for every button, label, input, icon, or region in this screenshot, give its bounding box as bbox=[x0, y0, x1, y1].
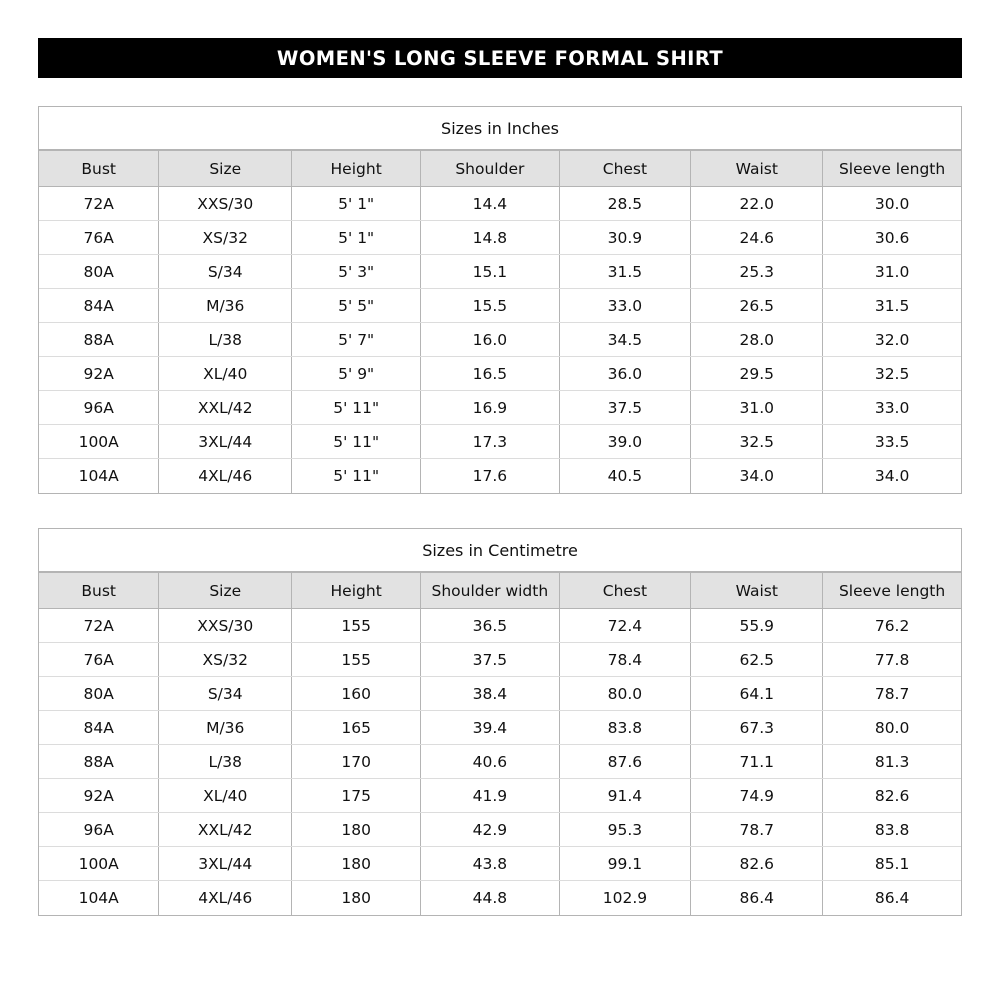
cell-waist: 67.3 bbox=[691, 711, 823, 745]
cell-chest: 37.5 bbox=[559, 391, 691, 425]
table-row bbox=[39, 881, 961, 915]
cell-size: XXS/30 bbox=[159, 609, 292, 643]
cell-bust: 80A bbox=[39, 677, 159, 711]
cell-chest: 72.4 bbox=[559, 609, 691, 643]
cell-shoulder: 16.0 bbox=[421, 323, 559, 357]
cell-chest: 83.8 bbox=[559, 711, 691, 745]
cell-sleeve-length: 32.0 bbox=[823, 323, 961, 357]
cell-shoulder-width: 44.8 bbox=[421, 881, 559, 915]
cell-chest: 87.6 bbox=[559, 745, 691, 779]
cell-waist: 32.5 bbox=[691, 425, 823, 459]
page-title: WOMEN'S LONG SLEEVE FORMAL SHIRT bbox=[276, 46, 724, 70]
cell-size: M/36 bbox=[159, 711, 292, 745]
cell-size: M/36 bbox=[159, 289, 292, 323]
cell-height: 5' 3" bbox=[292, 255, 421, 289]
table-row bbox=[39, 779, 961, 813]
column-header-chest: Chest bbox=[559, 573, 691, 609]
table-row bbox=[39, 745, 961, 779]
table-row bbox=[39, 323, 961, 357]
cell-height: 5' 11" bbox=[292, 425, 421, 459]
cell-bust: 72A bbox=[39, 609, 159, 643]
cell-height: 155 bbox=[292, 643, 421, 677]
table-row bbox=[39, 609, 961, 643]
inches-size-table bbox=[39, 107, 961, 493]
cell-size: S/34 bbox=[159, 677, 292, 711]
cell-sleeve-length: 82.6 bbox=[823, 779, 961, 813]
cell-size: 4XL/46 bbox=[159, 881, 292, 915]
cell-chest: 78.4 bbox=[559, 643, 691, 677]
cell-shoulder: 16.5 bbox=[421, 357, 559, 391]
cell-waist: 71.1 bbox=[691, 745, 823, 779]
cell-bust: 76A bbox=[39, 643, 159, 677]
cell-chest: 91.4 bbox=[559, 779, 691, 813]
centimetre-table-body bbox=[39, 609, 961, 915]
cell-bust: 84A bbox=[39, 289, 159, 323]
cell-shoulder: 15.1 bbox=[421, 255, 559, 289]
cell-sleeve-length: 34.0 bbox=[823, 459, 961, 493]
cell-waist: 82.6 bbox=[691, 847, 823, 881]
cell-waist: 24.6 bbox=[691, 221, 823, 255]
cell-shoulder: 17.3 bbox=[421, 425, 559, 459]
cell-sleeve-length: 32.5 bbox=[823, 357, 961, 391]
centimetre-table-caption: Sizes in Centimetre bbox=[39, 529, 961, 572]
centimetre-size-table bbox=[39, 529, 961, 915]
table-row bbox=[39, 677, 961, 711]
cell-shoulder-width: 38.4 bbox=[421, 677, 559, 711]
column-header-shoulder-width: Shoulder width bbox=[421, 573, 559, 609]
cell-chest: 39.0 bbox=[559, 425, 691, 459]
cell-bust: 96A bbox=[39, 391, 159, 425]
cell-bust: 100A bbox=[39, 425, 159, 459]
column-header-bust: Bust bbox=[39, 573, 159, 609]
cell-size: XXL/42 bbox=[159, 391, 292, 425]
cell-shoulder-width: 41.9 bbox=[421, 779, 559, 813]
cell-height: 180 bbox=[292, 881, 421, 915]
cell-shoulder: 14.4 bbox=[421, 187, 559, 221]
table-row bbox=[39, 289, 961, 323]
cell-size: L/38 bbox=[159, 323, 292, 357]
cell-shoulder: 15.5 bbox=[421, 289, 559, 323]
table-row bbox=[39, 813, 961, 847]
inches-table-body bbox=[39, 187, 961, 493]
cell-sleeve-length: 31.5 bbox=[823, 289, 961, 323]
column-header-sleeve-length: Sleeve length bbox=[823, 573, 961, 609]
column-header-shoulder: Shoulder bbox=[421, 151, 559, 187]
cell-height: 5' 7" bbox=[292, 323, 421, 357]
cell-waist: 55.9 bbox=[691, 609, 823, 643]
cell-chest: 80.0 bbox=[559, 677, 691, 711]
cell-sleeve-length: 31.0 bbox=[823, 255, 961, 289]
cell-height: 170 bbox=[292, 745, 421, 779]
cell-waist: 34.0 bbox=[691, 459, 823, 493]
cell-chest: 99.1 bbox=[559, 847, 691, 881]
cell-shoulder: 14.8 bbox=[421, 221, 559, 255]
inches-table-head bbox=[39, 151, 961, 187]
cell-size: 3XL/44 bbox=[159, 425, 292, 459]
cell-waist: 62.5 bbox=[691, 643, 823, 677]
cell-bust: 92A bbox=[39, 779, 159, 813]
table-row bbox=[39, 357, 961, 391]
cell-height: 5' 1" bbox=[292, 221, 421, 255]
cell-chest: 36.0 bbox=[559, 357, 691, 391]
cell-size: 4XL/46 bbox=[159, 459, 292, 493]
cell-chest: 34.5 bbox=[559, 323, 691, 357]
table-row bbox=[39, 459, 961, 493]
table-row bbox=[39, 391, 961, 425]
centimetre-table-head bbox=[39, 573, 961, 609]
cell-waist: 28.0 bbox=[691, 323, 823, 357]
cell-sleeve-length: 85.1 bbox=[823, 847, 961, 881]
table-row bbox=[39, 221, 961, 255]
column-header-bust: Bust bbox=[39, 151, 159, 187]
cell-bust: 76A bbox=[39, 221, 159, 255]
cell-shoulder-width: 42.9 bbox=[421, 813, 559, 847]
cell-size: L/38 bbox=[159, 745, 292, 779]
cell-sleeve-length: 33.0 bbox=[823, 391, 961, 425]
cell-shoulder-width: 37.5 bbox=[421, 643, 559, 677]
cell-sleeve-length: 80.0 bbox=[823, 711, 961, 745]
column-header-chest: Chest bbox=[559, 151, 691, 187]
cell-chest: 33.0 bbox=[559, 289, 691, 323]
cell-shoulder-width: 36.5 bbox=[421, 609, 559, 643]
cell-shoulder-width: 43.8 bbox=[421, 847, 559, 881]
cell-shoulder-width: 39.4 bbox=[421, 711, 559, 745]
cell-sleeve-length: 78.7 bbox=[823, 677, 961, 711]
cell-height: 155 bbox=[292, 609, 421, 643]
cell-size: XL/40 bbox=[159, 357, 292, 391]
cell-height: 180 bbox=[292, 847, 421, 881]
cell-sleeve-length: 30.0 bbox=[823, 187, 961, 221]
table-header-row bbox=[39, 573, 961, 609]
cell-bust: 88A bbox=[39, 323, 159, 357]
cell-chest: 95.3 bbox=[559, 813, 691, 847]
cell-bust: 72A bbox=[39, 187, 159, 221]
cell-chest: 31.5 bbox=[559, 255, 691, 289]
cell-size: 3XL/44 bbox=[159, 847, 292, 881]
inches-table-caption: Sizes in Inches bbox=[39, 107, 961, 150]
table-header-row bbox=[39, 151, 961, 187]
cell-sleeve-length: 83.8 bbox=[823, 813, 961, 847]
cell-bust: 92A bbox=[39, 357, 159, 391]
cell-bust: 88A bbox=[39, 745, 159, 779]
cell-height: 180 bbox=[292, 813, 421, 847]
table-row bbox=[39, 847, 961, 881]
cell-waist: 78.7 bbox=[691, 813, 823, 847]
cell-height: 165 bbox=[292, 711, 421, 745]
cell-sleeve-length: 77.8 bbox=[823, 643, 961, 677]
cell-bust: 80A bbox=[39, 255, 159, 289]
column-header-waist: Waist bbox=[691, 573, 823, 609]
cell-shoulder-width: 40.6 bbox=[421, 745, 559, 779]
cell-bust: 100A bbox=[39, 847, 159, 881]
cell-sleeve-length: 33.5 bbox=[823, 425, 961, 459]
cell-bust: 96A bbox=[39, 813, 159, 847]
cell-height: 5' 11" bbox=[292, 459, 421, 493]
column-header-height: Height bbox=[292, 151, 421, 187]
cell-size: XXL/42 bbox=[159, 813, 292, 847]
inches-table-container bbox=[38, 106, 962, 494]
cell-size: XS/32 bbox=[159, 643, 292, 677]
table-row bbox=[39, 255, 961, 289]
cell-shoulder: 16.9 bbox=[421, 391, 559, 425]
cell-height: 5' 9" bbox=[292, 357, 421, 391]
cell-height: 175 bbox=[292, 779, 421, 813]
cell-size: S/34 bbox=[159, 255, 292, 289]
column-header-size: Size bbox=[159, 151, 292, 187]
cell-bust: 104A bbox=[39, 459, 159, 493]
cell-height: 5' 11" bbox=[292, 391, 421, 425]
cell-waist: 86.4 bbox=[691, 881, 823, 915]
cell-shoulder: 17.6 bbox=[421, 459, 559, 493]
cell-sleeve-length: 86.4 bbox=[823, 881, 961, 915]
cell-height: 160 bbox=[292, 677, 421, 711]
cell-sleeve-length: 76.2 bbox=[823, 609, 961, 643]
cell-bust: 84A bbox=[39, 711, 159, 745]
page-title-bar bbox=[38, 38, 962, 78]
cell-size: XL/40 bbox=[159, 779, 292, 813]
table-row bbox=[39, 711, 961, 745]
cell-chest: 102.9 bbox=[559, 881, 691, 915]
cell-waist: 29.5 bbox=[691, 357, 823, 391]
cell-waist: 25.3 bbox=[691, 255, 823, 289]
cell-chest: 28.5 bbox=[559, 187, 691, 221]
cell-chest: 30.9 bbox=[559, 221, 691, 255]
cell-waist: 74.9 bbox=[691, 779, 823, 813]
column-header-height: Height bbox=[292, 573, 421, 609]
cell-sleeve-length: 81.3 bbox=[823, 745, 961, 779]
table-row bbox=[39, 187, 961, 221]
centimetre-table-container bbox=[38, 528, 962, 916]
cell-waist: 26.5 bbox=[691, 289, 823, 323]
table-row bbox=[39, 643, 961, 677]
column-header-size: Size bbox=[159, 573, 292, 609]
table-row bbox=[39, 425, 961, 459]
column-header-sleeve-length: Sleeve length bbox=[823, 151, 961, 187]
cell-waist: 64.1 bbox=[691, 677, 823, 711]
cell-size: XS/32 bbox=[159, 221, 292, 255]
cell-waist: 22.0 bbox=[691, 187, 823, 221]
cell-height: 5' 1" bbox=[292, 187, 421, 221]
column-header-waist: Waist bbox=[691, 151, 823, 187]
cell-size: XXS/30 bbox=[159, 187, 292, 221]
cell-chest: 40.5 bbox=[559, 459, 691, 493]
cell-bust: 104A bbox=[39, 881, 159, 915]
cell-sleeve-length: 30.6 bbox=[823, 221, 961, 255]
cell-waist: 31.0 bbox=[691, 391, 823, 425]
cell-height: 5' 5" bbox=[292, 289, 421, 323]
